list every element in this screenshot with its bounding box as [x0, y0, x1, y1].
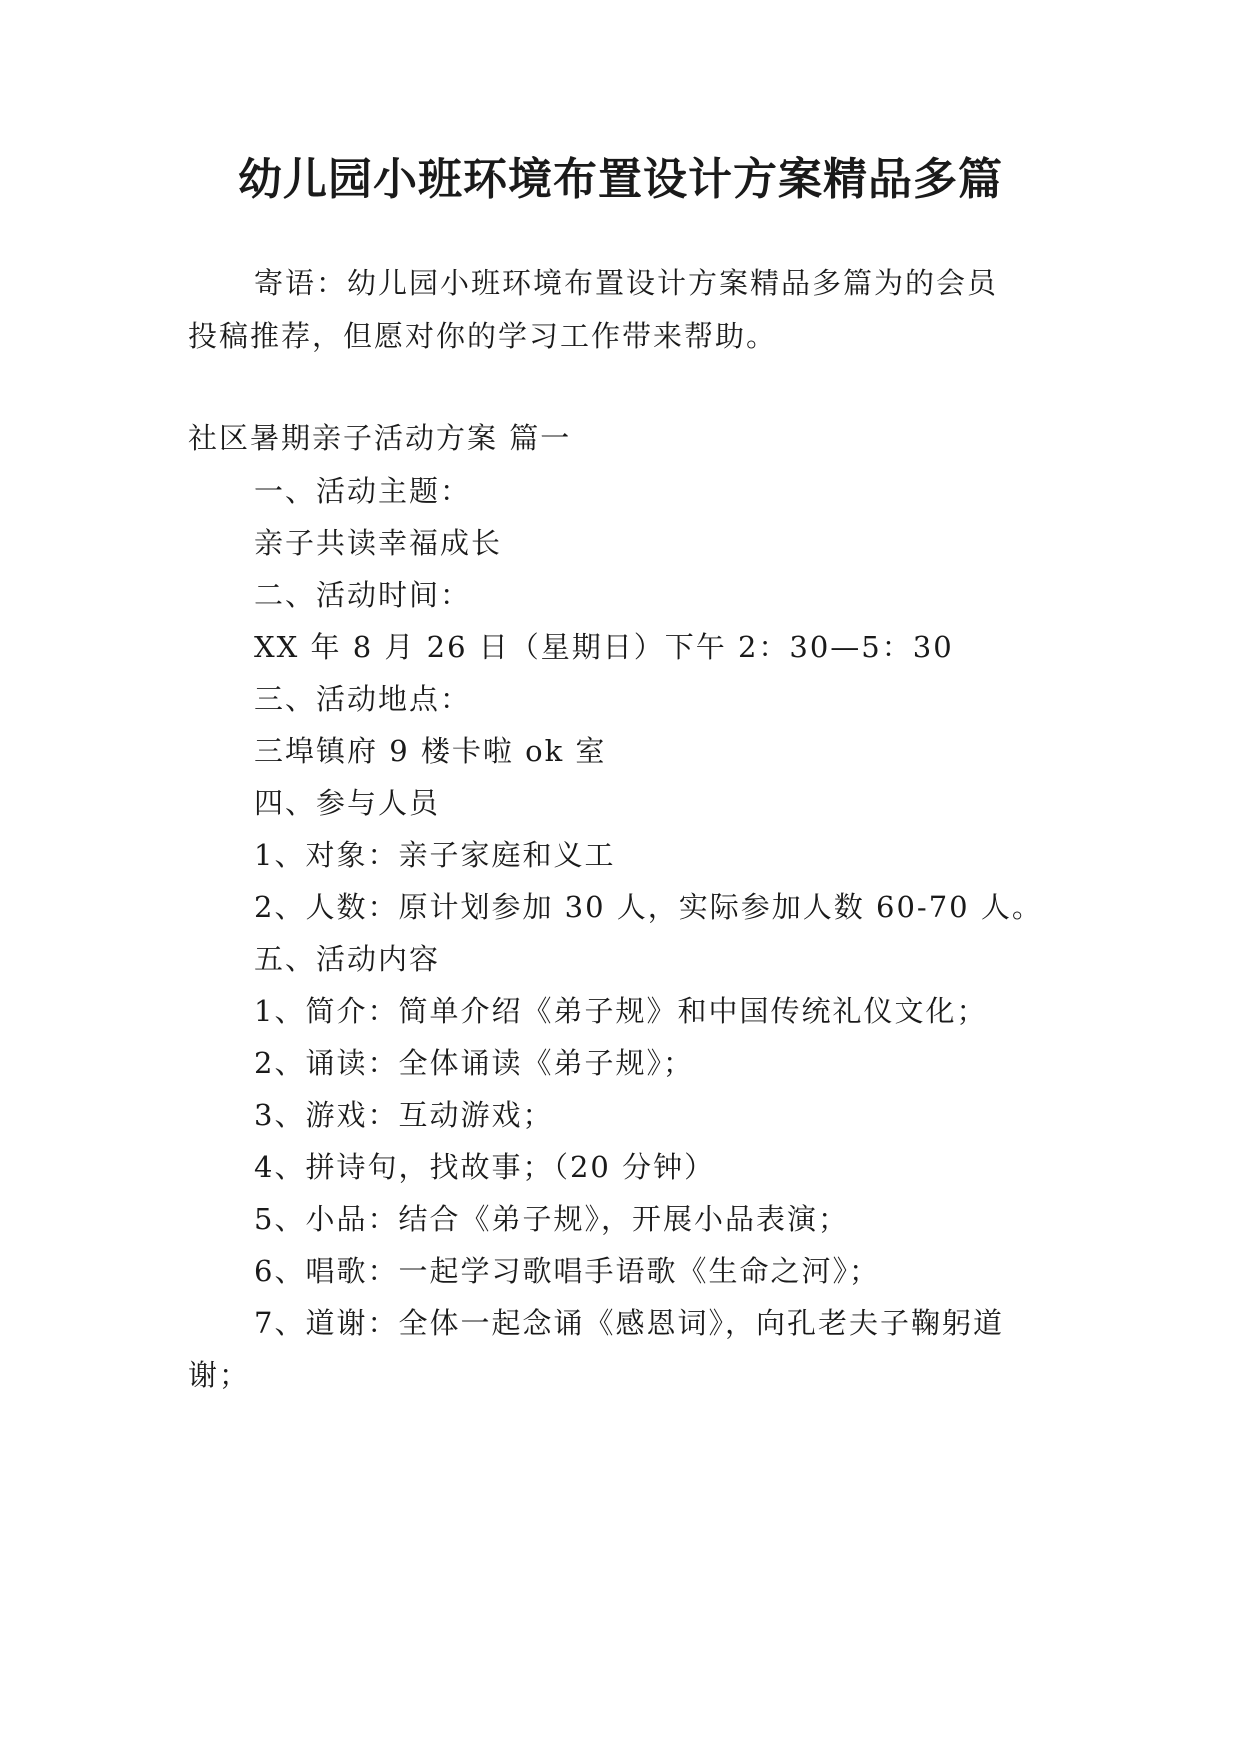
- line-activity-theme-heading: 一、活动主题：: [254, 474, 472, 508]
- line-content-6: 6、唱歌：一起学习歌唱手语歌《生命之河》；: [254, 1254, 880, 1288]
- intro-line-2: 投稿推荐，但愿对你的学习工作带来帮助。: [188, 319, 778, 353]
- section-heading: 社区暑期亲子活动方案 篇一: [188, 421, 572, 455]
- line-content-2: 2、诵读：全体诵读《弟子规》；: [254, 1046, 694, 1080]
- line-activity-time: XX 年 8 月 26 日（星期日）下午 2：30—5：30: [254, 630, 954, 664]
- line-activity-time-heading: 二、活动时间：: [254, 578, 472, 612]
- line-participants-target: 1、对象：亲子家庭和义工: [254, 838, 616, 872]
- line-participants-count: 2、人数：原计划参加 30 人，实际参加人数 60-70 人。: [254, 890, 1043, 924]
- line-activity-place: 三埠镇府 9 楼卡啦 ok 室: [254, 734, 607, 768]
- line-activity-theme: 亲子共读幸福成长: [254, 526, 503, 560]
- line-content-4: 4、拼诗句，找故事；（20 分钟）: [254, 1150, 716, 1184]
- document-title: 幼儿园小班环境布置设计方案精品多篇: [238, 154, 1003, 205]
- line-activity-place-heading: 三、活动地点：: [254, 682, 472, 716]
- line-content-3: 3、游戏：互动游戏；: [254, 1098, 554, 1132]
- line-participants-heading: 四、参与人员: [254, 786, 441, 820]
- line-content-heading: 五、活动内容: [254, 942, 441, 976]
- line-content-7-continued: 谢；: [188, 1358, 251, 1392]
- intro-line-1: 寄语：幼儿园小班环境布置设计方案精品多篇为的会员: [254, 266, 999, 300]
- line-content-5: 5、小品：结合《弟子规》，开展小品表演；: [254, 1202, 849, 1236]
- line-content-1: 1、简介：简单介绍《弟子规》和中国传统礼仪文化；: [254, 994, 988, 1028]
- line-content-7: 7、道谢：全体一起念诵《感恩词》，向孔老夫子鞠躬道: [254, 1306, 1004, 1340]
